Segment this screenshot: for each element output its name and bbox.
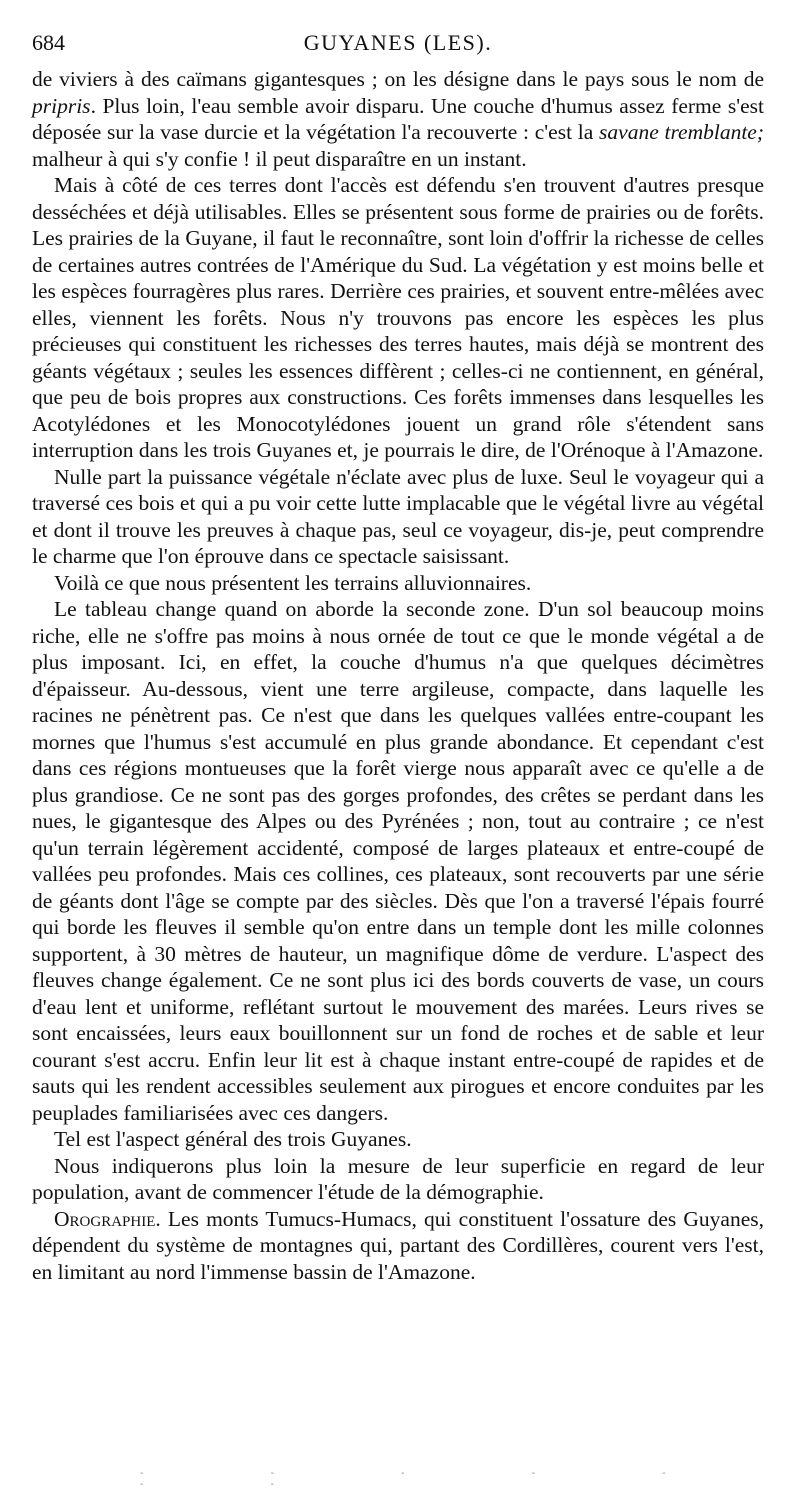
- page-bottom-marks: - - - - - - -: [140, 1468, 728, 1490]
- p8-segment: Les monts Tumucs-Humacs, qui constituent l'ossature des Guyanes, dépendent du système de montagnes qui, partant des Cordillères, courent vers l'est, en limitant au nord l'immense bassin de l'Amazone.: [32, 1206, 764, 1284]
- p6-segment: Tel est l'aspect général des trois Guyanes.: [54, 1127, 412, 1151]
- paragraph-4: [32, 570, 764, 597]
- p1-segment: . Plus loin, l'eau semble avoir disparu. Une couche d'humus assez ferme s'est déposée sur la vase durcie et la végétation l'a recouverte : c'est la: [32, 93, 764, 144]
- paragraph-8: [32, 1206, 764, 1286]
- body-text: [32, 66, 764, 1285]
- paragraph-5: [32, 596, 764, 1126]
- p1-segment: malheur à qui s'y confie ! il peut disparaître en un instant.: [32, 146, 527, 171]
- paragraph-3: [32, 464, 764, 570]
- paragraph-1: [32, 66, 764, 172]
- p8-segment: Orographie.: [54, 1206, 161, 1231]
- paragraph-6: [32, 1126, 764, 1153]
- p1-segment: pripris: [32, 93, 91, 118]
- p4-segment: Voilà ce que nous présentent les terrains alluvionnaires.: [54, 570, 532, 595]
- p1-segment: savane tremblante;: [599, 120, 764, 144]
- running-title: GUYANES (LES).: [303, 30, 493, 55]
- paragraph-2: [32, 172, 764, 464]
- p1-segment: de viviers à des caïmans gigantesques ; on les désigne dans le pays sous le nom de: [32, 67, 764, 91]
- page-header: [32, 30, 764, 58]
- page-number: 684: [32, 30, 65, 55]
- p5-segment: Le tableau change quand on aborde la seconde zone. D'un sol beaucoup moins riche, elle ne s'offre pas moins à nous ornée de tout ce que le monde végétal a de plus imposant. Ici, en effet, la couche d'humus n'a que quelques décimètres d'épaisseur. Au-dessous, vient une terre argileuse, compacte, dans laquelle les racines ne pénètrent pas. Ce n'est que dans les quelques vallées entre-coupant les mornes que l'humus s'est accumulé en plus grande abondance. Et cependant c'est dans ces régions montueuses que la forêt vierge nous apparaît avec ce qu'elle a de plus grandiose. Ce ne sont pas des gorges profondes, des crêtes se perdant dans les nues, le gigantesque des Alpes ou des Pyrénées ; non, tout au contraire ; ce n'est qu'un terrain légèrement accidenté, composé de larges plateaux et entre-coupé de vallées peu profondes. Mais ces collines, ces plateaux, sont recouverts par une série de géants dont l'âge se compte par des siècles. Dès que l'on a traversé l'épais fourré qui borde les fleuves il semble qu'on entre dans un temple dont les mille colonnes supportent, à 30 mètres de hauteur, un magnifique dôme de verdure. L'aspect des fleuves change également. Ce ne sont plus ici des bords couverts de vase, un cours d'eau lent et uniforme, reflétant surtout le mouvement des marées. Leurs rives se sont encaissées, leurs eaux bouillonnent sur un fond de roches et de sable et leur courant s'est accru. Enfin leur lit est à chaque instant entre-coupé de rapides et de sauts qui les rendent accessibles seulement aux pirogues et encore conduites par les peuplades familiarisées avec ces dangers.: [32, 597, 764, 1125]
- p7-segment: Nous indiquerons plus loin la mesure de leur superficie en regard de leur population, avant de commencer l'étude de la démographie.: [32, 1153, 764, 1204]
- paragraph-7: [32, 1153, 764, 1206]
- p2-segment: Mais à côté de ces terres dont l'accès est défendu s'en trouvent d'autres presque desséchées et déjà utilisables. Elles se présentent sous forme de prairies ou de forêts. Les prairies de la Guyane, il faut le reconnaître, sont loin d'offrir la richesse de celles de certaines autres contrées de l'Amérique du Sud. La végétation y est moins belle et les espèces fourragères plus rares. Derrière ces prairies, et souvent entre-mêlées avec elles, viennent les forêts. Nous n'y trouvons pas encore les espèces les plus précieuses qui constituent les richesses des terres hautes, mais déjà se montrent des géants végétaux ; seules les essences diffèrent ; celles-ci ne contiennent, en général, que peu de bois propres aux constructions. Ces forêts immenses dans lesquelles les Acotylédones et les Monocotylédones jouent un grand rôle s'étendent sans interruption dans les trois Guyanes et, je pourrais le dire, de l'Orénoque à l'Amazone.: [32, 173, 764, 462]
- p3-segment: Nulle part la puissance végétale n'éclate avec plus de luxe. Seul le voyageur qui a traversé ces bois et qui a pu voir cette lutte implacable que le végétal livre au végétal et dont il trouve les preuves à chaque pas, seul ce voyageur, dis-je, peut comprendre le charme que l'on éprouve dans ce spectacle saisissant.: [32, 464, 764, 568]
